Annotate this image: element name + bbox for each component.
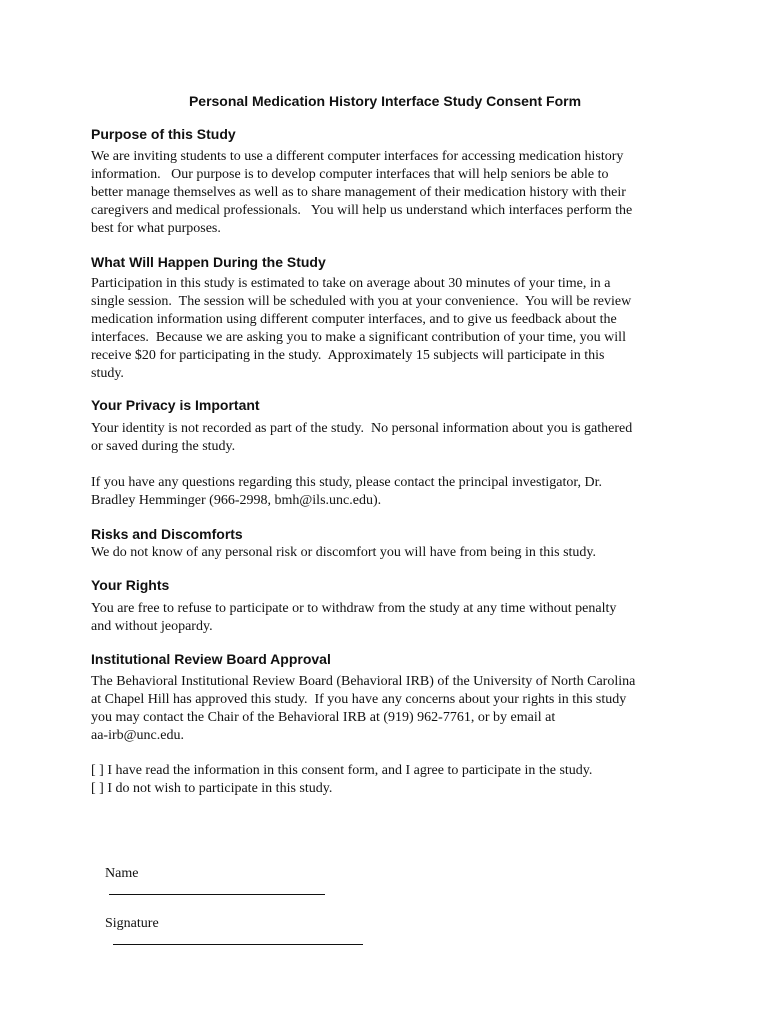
consent-options: [91, 762, 691, 798]
text-line: you may contact the Chair of the Behavioral IRB at (919) 962-7761, or by email at: [91, 710, 556, 725]
document-title: Personal Medication History Interface Study Consent Form: [188, 93, 582, 109]
section-heading-risks: Risks and Discomforts: [91, 526, 243, 542]
section-heading-privacy: Your Privacy is Important: [91, 397, 260, 413]
text-line: better manage themselves as well as to share management of their medication history with their: [91, 185, 626, 200]
section-body-rights: [91, 600, 691, 636]
text-line: and without jeopardy.: [91, 619, 213, 634]
text-line: study.: [91, 366, 124, 381]
consent-option-decline[interactable]: [ ] I do not wish to participate in this study.: [91, 781, 333, 796]
text-line: aa-irb@unc.edu.: [91, 728, 184, 743]
section-body-contact: [91, 474, 691, 510]
text-line: We are inviting students to use a different computer interfaces for accessing medication history: [91, 149, 624, 164]
text-line: receive $20 for participating in the study. Approximately 15 subjects will participate in this: [91, 348, 605, 363]
section-body-privacy: [91, 420, 691, 456]
text-line: information. Our purpose is to develop computer interfaces that will help seniors be able to: [91, 167, 609, 182]
section-heading-irb: Institutional Review Board Approval: [91, 651, 331, 667]
signature-row: [91, 850, 691, 966]
text-line: or saved during the study.: [91, 439, 236, 454]
section-body-risks: [91, 544, 691, 562]
signature-label: Signature: [105, 916, 159, 931]
text-line: best for what purposes.: [91, 221, 221, 236]
text-line: If you have any questions regarding this study, please contact the principal investigator, Dr.: [91, 475, 602, 490]
section-body-what-will-happen: [91, 275, 691, 383]
section-body-purpose: [91, 148, 691, 238]
text-line: The Behavioral Institutional Review Board (Behavioral IRB) of the University of North Carolina: [91, 674, 636, 689]
name-line[interactable]: [109, 882, 325, 895]
signature-line[interactable]: [113, 932, 363, 945]
text-line: at Chapel Hill has approved this study. If you have any concerns about your rights in this study: [91, 692, 627, 707]
section-body-irb: [91, 673, 691, 745]
text-line: You are free to refuse to participate or to withdraw from the study at any time without penalty: [91, 601, 617, 616]
text-line: medication information using different computer interfaces, and to give us feedback about the: [91, 312, 617, 327]
text-line: single session. The session will be scheduled with you at your convenience. You will be review: [91, 294, 632, 309]
section-heading-purpose: Purpose of this Study: [91, 126, 236, 142]
consent-option-agree[interactable]: [ ] I have read the information in this consent form, and I agree to participate in the study.: [91, 763, 593, 778]
text-line: caregivers and medical professionals. You will help us understand which interfaces perform the: [91, 203, 633, 218]
text-line: Participation in this study is estimated to take on average about 30 minutes of your time, in a: [91, 276, 611, 291]
name-label: Name: [105, 866, 139, 881]
section-heading-rights: Your Rights: [91, 577, 170, 593]
text-line: Bradley Hemminger (966-2998, bmh@ils.unc.edu).: [91, 493, 382, 508]
text-line: Your identity is not recorded as part of the study. No personal information about you is gathered: [91, 421, 633, 436]
text-line: We do not know of any personal risk or discomfort you will have from being in this study.: [91, 545, 596, 560]
text-line: interfaces. Because we are asking you to make a significant contribution of your time, you will: [91, 330, 626, 345]
section-heading-what-will-happen: What Will Happen During the Study: [91, 254, 326, 270]
